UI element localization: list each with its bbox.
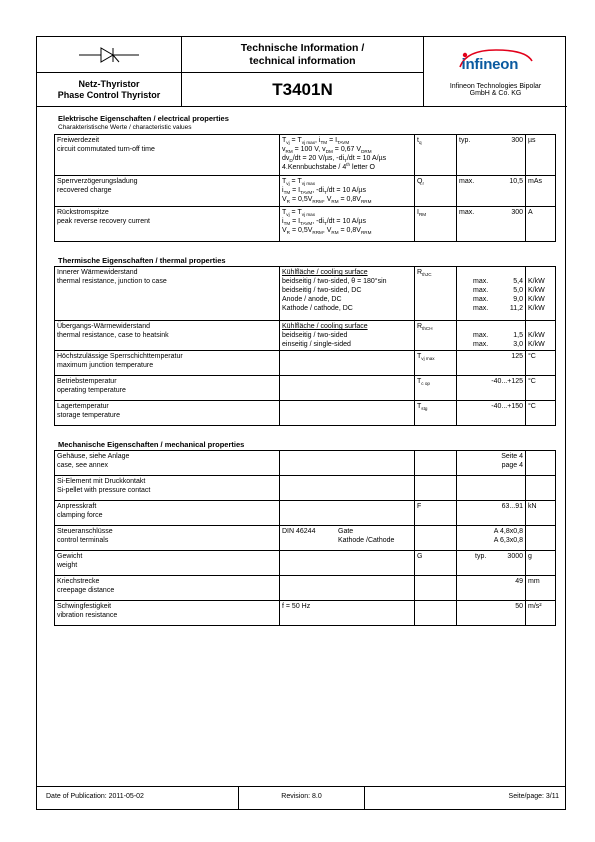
symbol-cell: F <box>415 501 457 526</box>
conditions-cell: DIN 46244 Gate Kathode /Cathode <box>280 526 415 551</box>
conditions-cell <box>280 451 415 476</box>
value-cell: Seite 4 page 4 <box>457 451 526 476</box>
table-row <box>55 451 556 476</box>
symbol-cell <box>415 526 457 551</box>
table-row <box>55 267 556 321</box>
param-cell: Innerer Wärmewiderstand thermal resistance, junction to case <box>55 267 280 321</box>
param-cell: Höchstzulässige Sperrschichttemperatur maximum junction temperature <box>55 351 280 376</box>
unit-cell: kN <box>526 501 556 526</box>
mechanical-table <box>54 450 556 626</box>
symbol-cell: $R_{thJC}$ <box>415 267 457 321</box>
symbol-cell: $T_{c op}$ <box>415 376 457 401</box>
conditions-cell <box>280 576 415 601</box>
thyristor-symbol-cell <box>37 37 182 73</box>
value-cell: 63...91 <box>457 501 526 526</box>
table-row <box>55 351 556 376</box>
symbol-cell <box>415 476 457 501</box>
param-cell: Betriebstemperatur operating temperature <box>55 376 280 401</box>
unit-cell: °C <box>526 376 556 401</box>
value-cell: 300 <box>500 135 526 176</box>
unit-cell: K/kW K/kW <box>526 321 556 351</box>
symbol-cell: $T_{vj max}$ <box>415 351 457 376</box>
param-cell <box>55 207 280 242</box>
header <box>37 37 567 107</box>
unit-cell: m/s² <box>526 601 556 626</box>
company-line2: GmbH & Co. KG <box>469 89 522 97</box>
infineon-logo <box>456 47 536 77</box>
part-number-cell <box>182 73 424 107</box>
thermal-heading: Thermische Eigenschaften / thermal properties <box>58 256 226 265</box>
table-row <box>55 576 556 601</box>
unit-cell: °C <box>526 351 556 376</box>
unit-cell: A <box>526 207 556 242</box>
conditions-cell: Kühlfläche / cooling surface beidseitig / two-sided, θ = 180°sin beidseitig / two-sided, DC Anode / anode, DC Kathode / cathode, DC <box>280 267 415 321</box>
conditions-cell <box>280 476 415 501</box>
value-cell: -40...+125 <box>457 376 526 401</box>
value-cell: max. 1,5 max. 3,0 <box>457 321 526 351</box>
doc-title-cell <box>182 37 424 73</box>
value-cell: A 4,8x0,8 A 6,3x0,8 <box>457 526 526 551</box>
table-row <box>55 376 556 401</box>
conditions-cell <box>280 401 415 426</box>
device-type-cell <box>37 73 182 107</box>
param-cell: Anpresskraft clamping force <box>55 501 280 526</box>
part-number: T3401N <box>272 79 333 99</box>
param-name-de: Rückstromspitze <box>57 209 109 216</box>
value-cell: 10,5 <box>500 176 526 207</box>
symbol-cell <box>415 601 457 626</box>
conditions-cell: Kühlfläche / cooling surface beidseitig / two-sided einseitig / single-sided <box>280 321 415 351</box>
value-cell: typ. 3000 <box>457 551 526 576</box>
conditions-cell: $T_{vj} = T_{vj max}$, $i_{TM} = I_{TAVM}$ $v_{RM} = 100$ V, $v_{DM} = 0,67$ $V_{DRM}$ $dv_D/dt = 20$ V/µs, $-di_T/dt = 10$ A/µs 4.Kennbuchstabe / 4th letter O <box>280 135 415 176</box>
value-cell <box>457 476 526 501</box>
table-row <box>55 601 556 626</box>
param-cell <box>55 135 280 176</box>
cond-cell: max. <box>457 207 500 242</box>
conditions-cell: f = 50 Hz <box>280 601 415 626</box>
unit-cell: K/kW K/kW K/kW K/kW <box>526 267 556 321</box>
unit-cell <box>526 476 556 501</box>
table-row <box>55 321 556 351</box>
conditions-cell <box>280 376 415 401</box>
table-row <box>55 176 556 207</box>
table-row <box>55 476 556 501</box>
unit-cell: mAs <box>526 176 556 207</box>
unit-cell: °C <box>526 401 556 426</box>
param-name-en: circuit commutated turn-off time <box>57 146 155 153</box>
value-cell: -40...+150 <box>457 401 526 426</box>
electrical-subheading: Charakteristische Werte / characteristic values <box>58 124 192 131</box>
table-row <box>55 401 556 426</box>
value-cell: max. 5,4 max. 5,0 max. 9,0 max. 11,2 <box>457 267 526 321</box>
table-row <box>55 551 556 576</box>
logo-text: infineon <box>461 55 519 73</box>
conditions-cell: $T_{vj} = T_{vj max}$ $i_{TM} = I_{TAVM}$, $-di_T/dt = 10$ A/µs $V_R = 0,5V_{RRM}$, $V_{RM} = 0,8V_{RRM}$ <box>280 176 415 207</box>
param-name-de: Sperrverzögerungsladung <box>57 178 138 185</box>
param-cell <box>55 176 280 207</box>
table-row <box>55 501 556 526</box>
page-number: Seite/page: 3/11 <box>365 786 566 810</box>
unit-cell <box>526 526 556 551</box>
title-en: technical information <box>249 54 356 67</box>
param-cell: Lagertemperatur storage temperature <box>55 401 280 426</box>
unit-cell: mm <box>526 576 556 601</box>
param-cell: Kriechstrecke creepage distance <box>55 576 280 601</box>
symbol-cell <box>415 451 457 476</box>
company-line1: Infineon Technologies Bipolar <box>449 82 542 90</box>
company-cell <box>424 37 567 107</box>
value-cell: 49 <box>457 576 526 601</box>
symbol-cell: $T_{stg}$ <box>415 401 457 426</box>
param-cell: Gehäuse, siehe Anlage case, see annex <box>55 451 280 476</box>
value-cell: 50 <box>457 601 526 626</box>
footer <box>36 786 566 810</box>
unit-cell: g <box>526 551 556 576</box>
symbol-cell: $R_{thCH}$ <box>415 321 457 351</box>
param-cell: Steueranschlüsse control terminals <box>55 526 280 551</box>
value-cell: 300 <box>500 207 526 242</box>
revision: Revision: 8.0 <box>239 786 365 810</box>
symbol-cell: $Q_r$ <box>415 176 457 207</box>
conditions-cell: $T_{vj} = T_{vj max}$ $i_{TM} = I_{TAVM}$, $-di_T/dt = 10$ A/µs $V_R = 0,5V_{RRM}$, $V_{RM} = 0,8V_{RRM}$ <box>280 207 415 242</box>
thyristor-symbol-icon <box>79 45 139 65</box>
electrical-table <box>54 134 556 242</box>
electrical-heading: Elektrische Eigenschaften / electrical properties <box>58 114 229 123</box>
table-row <box>55 135 556 176</box>
param-cell: Schwingfestigkeit vibration resistance <box>55 601 280 626</box>
param-cell: Si-Element mit Druckkontakt Si-pellet with pressure contact <box>55 476 280 501</box>
publication-date: Date of Publication: 2011-05-02 <box>36 786 239 810</box>
unit-cell <box>526 451 556 476</box>
param-cell: Übergangs-Wärmewiderstand thermal resistance, case to heatsink <box>55 321 280 351</box>
param-cell: Gewicht weight <box>55 551 280 576</box>
conditions-cell <box>280 551 415 576</box>
param-name-en: recovered charge <box>57 187 112 194</box>
thermal-table <box>54 266 556 426</box>
mechanical-heading: Mechanische Eigenschaften / mechanical properties <box>58 440 245 449</box>
table-row <box>55 207 556 242</box>
title-de: Technische Information / <box>240 41 365 54</box>
symbol-cell <box>415 576 457 601</box>
unit-cell: µs <box>526 135 556 176</box>
param-name-en: peak reverse recovery current <box>57 218 150 225</box>
param-name-de: Freiwerdezeit <box>57 137 100 144</box>
value-cell: 125 <box>457 351 526 376</box>
symbol-cell: $t_q$ <box>415 135 457 176</box>
symbol-cell: G <box>415 551 457 576</box>
conditions-cell <box>280 351 415 376</box>
device-de: Netz-Thyristor <box>78 78 140 89</box>
conditions-cell <box>280 501 415 526</box>
cond-cell: max. <box>457 176 500 207</box>
cond-cell: typ. <box>457 135 500 176</box>
table-row <box>55 526 556 551</box>
symbol-cell: $I_{RM}$ <box>415 207 457 242</box>
device-en: Phase Control Thyristor <box>57 89 161 100</box>
